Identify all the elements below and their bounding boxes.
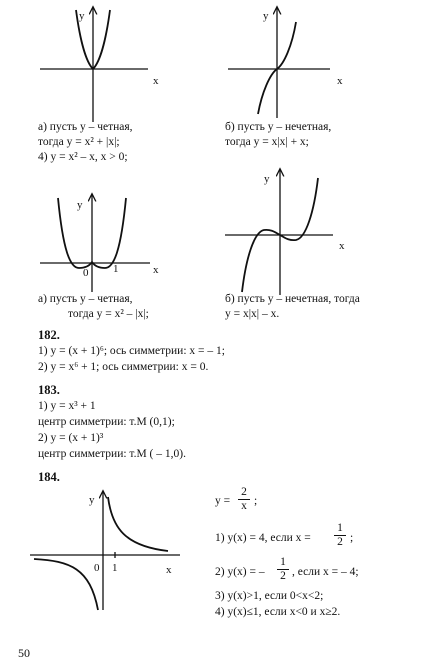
curve-left	[34, 559, 98, 610]
caption-even-2-line2: тогда y = x² – |x|;	[68, 308, 149, 320]
graph-even-2	[40, 195, 159, 292]
problem-183-line2: центр симметрии: т.М (0,1);	[38, 416, 175, 428]
answer-2-numerator: 1	[280, 556, 286, 568]
caption-even-2-line1: а) пусть y – четная,	[38, 293, 133, 305]
tick-0: 0	[83, 267, 89, 279]
caption-even-1-line1: а) пусть y – четная,	[38, 121, 133, 133]
answer-2-denominator: 2	[277, 569, 289, 583]
caption-odd-2-line2: y = x|x| – x.	[225, 308, 280, 320]
answer-1-end: ;	[350, 532, 354, 544]
y-label: y	[264, 173, 270, 185]
formula-fraction	[238, 486, 250, 513]
problem-183-line4: центр симметрии: т.М ( – 1,0).	[38, 448, 186, 460]
problem-183-number: 183.	[38, 383, 60, 397]
problem-184-number: 184.	[38, 470, 60, 484]
y-label: y	[89, 494, 95, 506]
tick-0: 0	[94, 562, 100, 574]
x-label: x	[166, 564, 172, 576]
caption-odd-1-line1: б) пусть y – нечетная,	[225, 121, 332, 133]
problem-183-line1: 1) y = x³ + 1	[38, 400, 96, 412]
x-label: x	[337, 75, 343, 87]
formula-denominator: x	[238, 499, 250, 513]
formula-lhs: y =	[215, 495, 231, 507]
tick-1: 1	[113, 263, 119, 275]
graph-hyperbola	[30, 492, 180, 610]
answer-1-fraction	[334, 522, 346, 549]
y-label: y	[79, 10, 85, 22]
page-number: 50	[18, 646, 30, 660]
x-label: x	[153, 264, 159, 276]
answer-2-fraction	[277, 556, 289, 583]
graph-odd-1	[228, 8, 343, 118]
problem-182-line1: 1) y = (x + 1)⁶; ось симметрии: x = – 1;	[38, 345, 225, 357]
x-label: x	[153, 75, 159, 87]
problem-182-number: 182.	[38, 328, 60, 342]
answer-1-numerator: 1	[337, 522, 343, 534]
curve-right	[108, 497, 168, 551]
caption-odd-1-line2: тогда y = x|x| + x;	[225, 136, 309, 148]
answer-2-end: , если x = – 4;	[292, 566, 359, 578]
graph-odd-2	[225, 170, 345, 295]
y-label: y	[263, 10, 269, 22]
formula-semicolon: ;	[254, 495, 258, 507]
answer-1-text: 1) y(x) = 4, если x =	[215, 532, 311, 544]
problem-182-line2: 2) y = x⁶ + 1; ось симметрии: x = 0.	[38, 361, 209, 373]
graph-even-1	[40, 8, 159, 122]
answer-4: 4) y(x)≤1, если x<0 и x≥2.	[215, 606, 341, 618]
answer-2-text: 2) y(x) = –	[215, 566, 265, 578]
answer-1-denominator: 2	[334, 535, 346, 549]
x-label: x	[339, 240, 345, 252]
caption-even-1-line2: тогда y = x² + |x|;	[38, 136, 120, 148]
answer-3: 3) y(x)>1, если 0<x<2;	[215, 590, 324, 602]
problem-183-line3: 2) y = (x + 1)³	[38, 432, 104, 444]
caption-even-1-line3: 4) y = x² – x, x > 0;	[38, 151, 128, 163]
formula-numerator: 2	[241, 486, 247, 498]
y-label: y	[77, 199, 83, 211]
caption-odd-2-line1: б) пусть y – нечетная, тогда	[225, 293, 360, 305]
tick-1: 1	[112, 562, 118, 574]
